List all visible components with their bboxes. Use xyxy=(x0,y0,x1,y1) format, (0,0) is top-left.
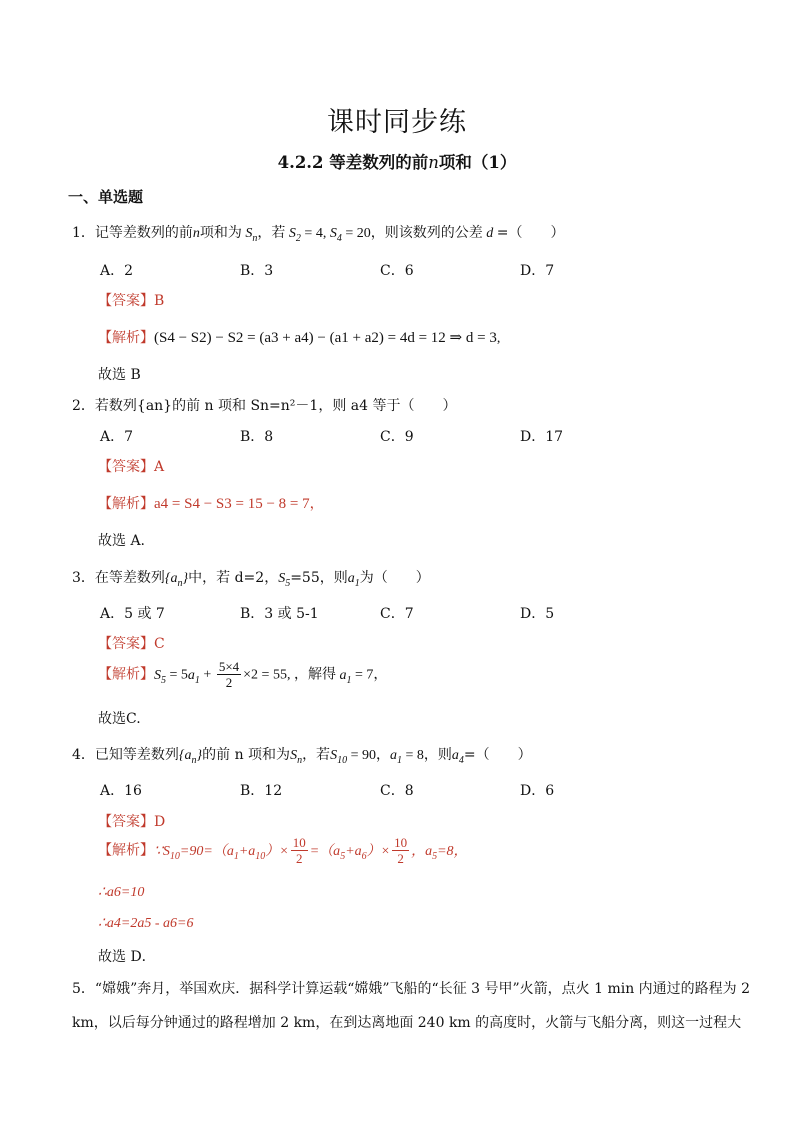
q4-step-3: ∴a4=2a5 - a6=6 xyxy=(98,916,194,931)
question-5-line-1: 5．“嫦娥”奔月，举国欢庆．据科学计算运载“嫦娥”飞船的“长征 3 号甲”火箭，点火 1 min 内通过的路程为 2 xyxy=(72,981,751,997)
q4-option-b: B．12 xyxy=(240,783,283,799)
q3-answer: 【答案】C xyxy=(98,636,165,652)
q1-option-c: C．6 xyxy=(380,263,414,279)
q4-answer: 【答案】D xyxy=(98,814,166,830)
q1-conclusion: 故选 B xyxy=(98,367,141,383)
q3-analysis: 【解析】$S_5 = 5a_1$ + $\frac{5\times 4}{2}$ ×2 = 55, ，解得 $a_1 = 7$， xyxy=(98,659,388,690)
q3-option-a: A．5 或 7 xyxy=(100,606,165,622)
q1-option-b: B．3 xyxy=(240,263,274,279)
q1-option-a: A．2 xyxy=(100,263,134,279)
q3-option-b: B．3 或 5-1 xyxy=(240,606,319,622)
q4-analysis: 【解析】$\because S_{10}=90=(a_1+a_{10})\times$ $\frac{10}{2}$ $=(a_5+a_6)\times$ $\frac{10}{2}$ ，$a_5=8$， xyxy=(98,835,468,866)
q1-option-d: D．7 xyxy=(520,263,555,279)
q2-option-a: A．7 xyxy=(100,429,134,445)
q3-conclusion: 故选C. xyxy=(98,711,141,727)
q2-answer: 【答案】A xyxy=(98,459,165,475)
q4-option-c: C．8 xyxy=(380,783,414,799)
q2-option-b: B．8 xyxy=(240,429,274,445)
q4-conclusion: 故选 D． xyxy=(98,949,156,965)
q3-option-c: C．7 xyxy=(380,606,414,622)
question-3-stem: 3．在等差数列$\{a_n\}$中，若 d=2，$S_5=55$，则$a_1$为（ ） xyxy=(72,570,430,589)
q2-option-d: D．17 xyxy=(520,429,564,445)
question-1-stem: 1．记等差数列的前n项和为 $S_n$，若 $S_2 = 4$, $S_4 = 20$，则该数列的公差 d =（ ） xyxy=(72,225,565,244)
q1-analysis: 【解析】(S4 − S2) − S2 = (a3 + a4) − (a1 + a2) = 4d = 12 ⇒ d = 3, xyxy=(98,330,501,346)
question-5-line-2: km，以后每分钟通过的路程增加 2 km，在到达离地面 240 km 的高度时，火箭与飞船分离，则这一过程大 xyxy=(72,1015,742,1031)
q2-analysis: 【解析】a4 = S4 − S3 = 15 − 8 = 7， xyxy=(98,496,324,512)
q4-step-2: ∴a6=10 xyxy=(98,885,145,900)
q3-option-d: D．5 xyxy=(520,606,555,622)
q4-option-d: D．6 xyxy=(520,783,555,799)
q2-conclusion: 故选 A. xyxy=(98,533,146,549)
q4-option-a: A．16 xyxy=(100,783,142,799)
q1-answer: 【答案】B xyxy=(98,293,165,309)
section-title: 一、单选题 xyxy=(68,188,144,206)
q2-option-c: C．9 xyxy=(380,429,414,445)
page-subtitle: 4.2.2 等差数列的前n项和（1） xyxy=(277,153,517,172)
page-title: 课时同步练 xyxy=(327,107,467,138)
question-4-stem: 4．已知等差数列$\{a_n\}$的前 n 项和为$S_n$，若$S_{10} = 90$，$a_1 = 8$，则$a_4=$（ ） xyxy=(72,747,532,766)
question-2-stem: 2．若数列{an}的前 n 项和 Sn=n²－1，则 a4 等于（ ） xyxy=(72,398,457,414)
